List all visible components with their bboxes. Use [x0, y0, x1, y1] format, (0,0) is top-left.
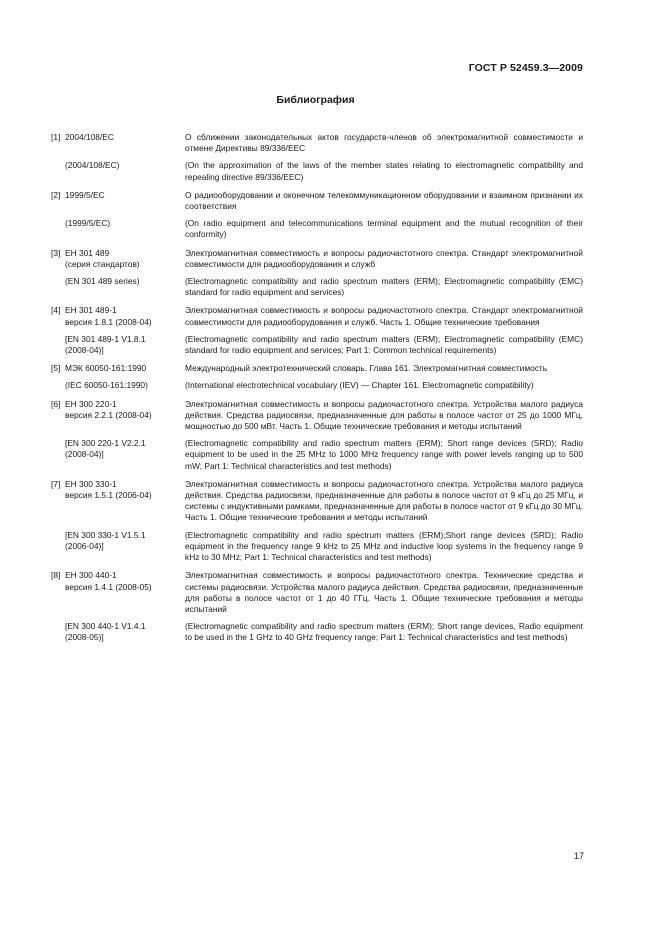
- entry-code: [EN 301 489-1 V1.8.1 (2008-04)]: [65, 333, 146, 356]
- entry-description: (On the approximation of the laws of the member states relating to electromagnetic compatibility and repealing directive 89/336/EEC): [185, 160, 583, 182]
- entry-number: [4]: [51, 305, 61, 316]
- entry-description: Электромагнитная совместимость и вопросы радиочастотного спектра. Устройства малого радиуса действия. Средства радиосвязи, предназначенные для работы в полосе частот от 25 до 1000 МГц, мощностью до 500 мВт. Часть 1. Общие технические требования и методы испытаний: [185, 398, 583, 432]
- entry-description: О сближении законодательных актов государств-членов об электромагнитной совместимости и отмене Директивы 89/336/ЕЕС: [185, 132, 583, 154]
- bibliography-entry: [51, 530, 583, 564]
- bibliography-entry: [51, 305, 583, 327]
- bibliography-entry: [51, 570, 583, 615]
- entry-code: ЕН 301 489-1 версия 1.8.1 (2008-04): [65, 305, 152, 327]
- entry-code: ЕН 300 440-1 версия 1.4.1 (2008-05): [65, 570, 152, 592]
- entry-code: (EN 301 489 series): [65, 276, 140, 287]
- page-number: 17: [573, 851, 584, 861]
- entry-number: [2]: [51, 189, 61, 200]
- entry-description: (Electromagnetic compatibility and radio spectrum matters (ERM); Electromagnetic compatibility (EMC) standard for radio equipment and services): [185, 276, 583, 298]
- entry-number: [6]: [51, 398, 61, 409]
- bibliography-entry: [51, 218, 583, 240]
- bibliography-entry: [51, 380, 583, 391]
- entry-description: О радиооборудовании и оконечном телекоммуникационном оборудовании и взаимном признании их соответствия: [185, 189, 583, 212]
- entry-description: Электромагнитная совместимость и вопросы радиочастотного спектра. Устройства малого радиуса действия. Средства радиосвязи, предназначенные для работы в полосе частот от 9 кГц до 25 МГц, и системы с индуктивными рамками, предназначенные для работы в полосе частот от 9 кГц до 30 МГц. Часть 1. Общие технические требования и методы испытаний: [185, 478, 583, 523]
- entry-description: Электромагнитная совместимость и вопросы радиочастотного спектра. Стандарт электромагнитной совместимости для радиооборудования и служб: [185, 247, 583, 269]
- entry-description: Электромагнитная совместимость и вопросы радиочастотного спектра. Технические средства и системы радиосвязи. Устройства малого радиуса действия. Средства радиосвязи, предназначенные для работы в полосе частот от 1 до 40 ГГц. Часть 1. Общие технические требования и методы испытаний: [185, 570, 583, 614]
- entry-code: [EN 300 220-1 V2.2.1 (2008-04)]: [65, 438, 146, 460]
- bibliography-entry: [51, 276, 583, 298]
- bibliography-entry: [51, 248, 583, 270]
- entry-description: Электромагнитная совместимость и вопросы радиочастотного спектра. Стандарт электромагнитной совместимости для радиооборудования и служб. Часть 1. Общие технические требования: [185, 305, 583, 327]
- entry-description: (Electromagnetic compatibility and radio spectrum matters (ERM); Short range devices, Radio equipment to be used in the 1 GHz to 40 GHz frequency range; Part 1: Technical characteristics and test methods): [185, 621, 583, 643]
- entry-number: [5]: [51, 363, 61, 374]
- entry-code: (IEC 60050-161:1990): [65, 380, 148, 391]
- entry-number: [7]: [51, 478, 61, 489]
- entry-code: (1999/5/EC): [65, 218, 111, 229]
- bibliography-entry: [51, 190, 583, 212]
- bibliography-entry: [51, 621, 583, 643]
- bibliography-heading: Библиография: [276, 94, 355, 106]
- bibliography-entry: [51, 438, 583, 472]
- bibliography-entry: [51, 399, 583, 433]
- entry-description: (On radio equipment and telecommunications terminal equipment and the mutual recognition of their conformity): [185, 218, 583, 240]
- entry-code: ЕН 301 489 (серия стандартов): [65, 247, 140, 269]
- bibliography-entry: [51, 160, 583, 182]
- bibliography-entry: [51, 132, 583, 154]
- entry-number: [8]: [51, 570, 61, 581]
- entry-description: (Electromagnetic compatibility and radio spectrum matters (ERM); Short range devices (SRD); Radio equipment to be used in the 25 MHz to 1000 MHz frequency range with power levels ranging up to 500 mW; Part 1: Technical characteristics and test methods): [185, 438, 583, 471]
- entry-number: [3]: [51, 247, 61, 258]
- entry-code: ЕН 300 220-1 версия 2.2.1 (2008-04): [65, 398, 152, 420]
- bibliography-entry: [51, 479, 583, 524]
- entry-code: [EN 300 330-1 V1.5.1 (2006-04)]: [65, 529, 146, 551]
- entry-code: 1999/5/ЕС: [65, 189, 105, 200]
- document-standard-number: ГОСТ Р 52459.3—2009: [468, 62, 583, 74]
- entry-description: (International electrotechnical vocabulary (IEV) — Chapter 161. Electromagnetic compatibility): [185, 380, 534, 391]
- entry-code: МЭК 60050-161:1990: [65, 363, 147, 374]
- entry-code: 2004/108/ЕС: [65, 132, 114, 142]
- bibliography-entry: [51, 363, 583, 374]
- entry-number: [1]: [51, 132, 61, 142]
- entry-description: (Electromagnetic compatibility and radio spectrum matters (ERM);Short range devices (SRD); Radio equipment in the frequency range 9 kHz to 25 MHz and inductive loop systems in the frequency range 9 kHz to 30 MHz; Part 1: Technical characteristics and test methods): [185, 529, 583, 563]
- bibliography-entry: [51, 334, 583, 356]
- bibliography-list: [51, 132, 583, 644]
- entry-description: (Electromagnetic compatibility and radio spectrum matters (ERM); Electromagnetic compatibility (EMC) standard for radio equipment and services; Part 1: Common technical requirements): [185, 333, 583, 356]
- entry-code: [EN 300 440-1 V1.4.1 (2008-05)]: [65, 621, 146, 643]
- entry-code: ЕН 300 330-1 версия 1.5.1 (2006-04): [65, 478, 152, 501]
- entry-code: (2004/108/EC): [65, 160, 120, 171]
- entry-description: Международный электротехнический словарь. Глава 161. Электромагнитная совместимость: [185, 363, 548, 374]
